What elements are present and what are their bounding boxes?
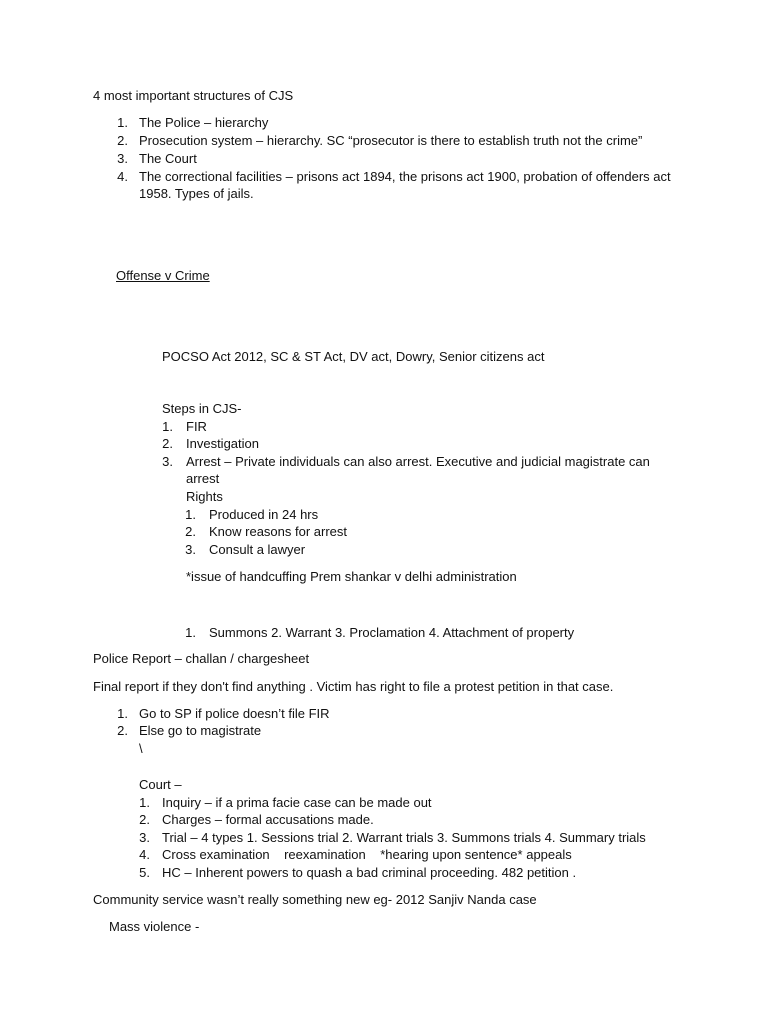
list-number: 2. bbox=[185, 524, 196, 539]
rights-heading: Rights bbox=[186, 489, 223, 504]
list-number: 5. bbox=[139, 865, 150, 880]
list-number: 3. bbox=[185, 542, 196, 557]
mass-violence: Mass violence - bbox=[109, 919, 200, 934]
list-number: 2. bbox=[139, 812, 150, 827]
list-number: 2. bbox=[117, 133, 128, 148]
list-number: 4. bbox=[139, 847, 150, 862]
police-report: Police Report – challan / chargesheet bbox=[93, 651, 310, 666]
community-service: Community service wasn’t really something new eg- 2012 Sanjiv Nanda case bbox=[93, 892, 537, 907]
list-number: 1. bbox=[162, 419, 173, 434]
list-item-continuation: arrest bbox=[186, 471, 220, 486]
list-number: 1. bbox=[139, 795, 150, 810]
list-item: Cross examination reexamination *hearing upon sentence* appeals bbox=[162, 847, 572, 862]
acts-line: POCSO Act 2012, SC & ST Act, DV act, Dowry, Senior citizens act bbox=[162, 349, 545, 364]
list-item: Consult a lawyer bbox=[209, 542, 306, 557]
list-item: HC – Inherent powers to quash a bad criminal proceeding. 482 petition . bbox=[162, 865, 577, 880]
list-item: FIR bbox=[186, 419, 207, 434]
backslash-line: \ bbox=[139, 741, 143, 756]
steps-heading: Steps in CJS- bbox=[162, 401, 242, 416]
list-item: Arrest – Private individuals can also arrest. Executive and judicial magistrate can bbox=[186, 454, 650, 469]
handcuff-note: *issue of handcuffing Prem shankar v delhi administration bbox=[186, 569, 517, 584]
list-item: Produced in 24 hrs bbox=[209, 507, 319, 522]
list-number: 2. bbox=[117, 723, 128, 738]
list-number: 3. bbox=[117, 151, 128, 166]
list-number: 4. bbox=[117, 169, 128, 184]
list-number: 1. bbox=[185, 507, 196, 522]
summons-line: Summons 2. Warrant 3. Proclamation 4. Attachment of property bbox=[209, 625, 575, 640]
offense-heading: Offense v Crime bbox=[116, 268, 210, 283]
list-number: 2. bbox=[162, 436, 173, 451]
list-item-continuation: 1958. Types of jails. bbox=[139, 186, 254, 201]
list-item: The Police – hierarchy bbox=[139, 115, 269, 130]
list-item: Trial – 4 types 1. Sessions trial 2. Warrant trials 3. Summons trials 4. Summary trials bbox=[162, 830, 646, 845]
list-item: Inquiry – if a prima facie case can be made out bbox=[162, 795, 432, 810]
final-report: Final report if they don't find anything . Victim has right to file a protest petition in that case. bbox=[93, 679, 614, 694]
list-item: Prosecution system – hierarchy. SC “prosecutor is there to establish truth not the crime” bbox=[139, 133, 643, 148]
court-heading: Court – bbox=[139, 777, 182, 792]
list-item: The Court bbox=[139, 151, 197, 166]
list-item: Charges – formal accusations made. bbox=[162, 812, 374, 827]
list-item: The correctional facilities – prisons act 1894, the prisons act 1900, probation of offenders act bbox=[139, 169, 671, 184]
list-item: Know reasons for arrest bbox=[209, 524, 348, 539]
list-number: 1. bbox=[117, 706, 128, 721]
list-number: 1. bbox=[117, 115, 128, 130]
list-number: 1. bbox=[185, 625, 196, 640]
list-number: 3. bbox=[162, 454, 173, 469]
list-item: Go to SP if police doesn’t file FIR bbox=[139, 706, 330, 721]
list-number: 3. bbox=[139, 830, 150, 845]
list-item: Investigation bbox=[186, 436, 259, 451]
list-item: Else go to magistrate bbox=[139, 723, 262, 738]
heading: 4 most important structures of CJS bbox=[93, 88, 294, 103]
